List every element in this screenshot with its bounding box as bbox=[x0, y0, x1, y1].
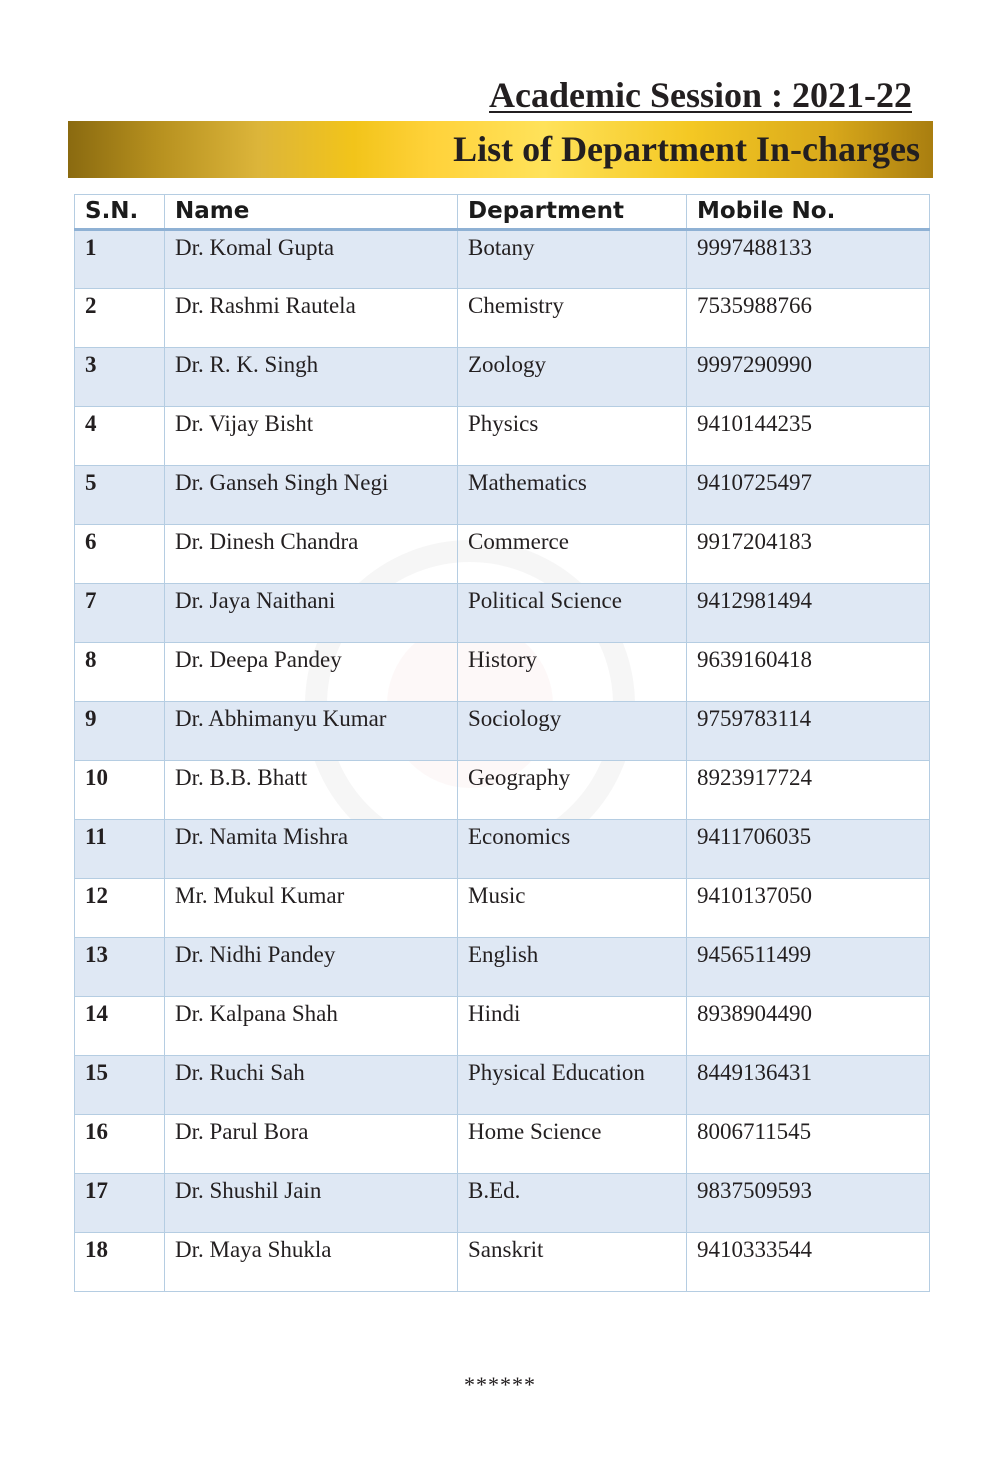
cell-serial-number: 12 bbox=[75, 879, 165, 938]
cell-department: History bbox=[458, 643, 687, 702]
cell-mobile: 9412981494 bbox=[687, 584, 930, 643]
cell-department: B.Ed. bbox=[458, 1174, 687, 1233]
cell-serial-number: 8 bbox=[75, 643, 165, 702]
cell-mobile: 8449136431 bbox=[687, 1056, 930, 1115]
cell-name: Dr. Ganseh Singh Negi bbox=[165, 466, 458, 525]
column-header-mobile: Mobile No. bbox=[687, 195, 930, 230]
cell-mobile: 8923917724 bbox=[687, 761, 930, 820]
cell-mobile: 9997488133 bbox=[687, 230, 930, 289]
cell-mobile: 9410144235 bbox=[687, 407, 930, 466]
table-header-row bbox=[75, 195, 930, 230]
academic-session-heading: Academic Session : 2021-22 bbox=[489, 75, 912, 115]
cell-department: Commerce bbox=[458, 525, 687, 584]
table-row bbox=[75, 1233, 930, 1292]
cell-name: Dr. Rashmi Rautela bbox=[165, 289, 458, 348]
column-header-department: Department bbox=[458, 195, 687, 230]
cell-mobile: 9759783114 bbox=[687, 702, 930, 761]
cell-serial-number: 16 bbox=[75, 1115, 165, 1174]
cell-department: Chemistry bbox=[458, 289, 687, 348]
table-row bbox=[75, 289, 930, 348]
cell-department: Music bbox=[458, 879, 687, 938]
department-incharges-table bbox=[74, 194, 930, 1292]
cell-name: Dr. Deepa Pandey bbox=[165, 643, 458, 702]
cell-department: English bbox=[458, 938, 687, 997]
table-row bbox=[75, 1115, 930, 1174]
cell-department: Home Science bbox=[458, 1115, 687, 1174]
cell-mobile: 9410333544 bbox=[687, 1233, 930, 1292]
cell-name: Dr. Namita Mishra bbox=[165, 820, 458, 879]
cell-department: Sociology bbox=[458, 702, 687, 761]
cell-department: Physical Education bbox=[458, 1056, 687, 1115]
cell-name: Dr. R. K. Singh bbox=[165, 348, 458, 407]
table-body bbox=[75, 230, 930, 1292]
table-row bbox=[75, 584, 930, 643]
cell-department: Economics bbox=[458, 820, 687, 879]
cell-mobile: 9410725497 bbox=[687, 466, 930, 525]
table-row bbox=[75, 348, 930, 407]
cell-mobile: 8006711545 bbox=[687, 1115, 930, 1174]
table-row bbox=[75, 1174, 930, 1233]
banner-title: List of Department In-charges bbox=[453, 129, 920, 169]
cell-department: Mathematics bbox=[458, 466, 687, 525]
cell-serial-number: 5 bbox=[75, 466, 165, 525]
table-row bbox=[75, 466, 930, 525]
cell-department: Hindi bbox=[458, 997, 687, 1056]
table-row bbox=[75, 525, 930, 584]
table-row bbox=[75, 1056, 930, 1115]
table-row bbox=[75, 407, 930, 466]
column-header-sn: S.N. bbox=[75, 195, 165, 230]
cell-name: Dr. Dinesh Chandra bbox=[165, 525, 458, 584]
cell-name: Dr. Maya Shukla bbox=[165, 1233, 458, 1292]
cell-serial-number: 4 bbox=[75, 407, 165, 466]
cell-mobile: 9411706035 bbox=[687, 820, 930, 879]
cell-serial-number: 15 bbox=[75, 1056, 165, 1115]
cell-mobile: 9639160418 bbox=[687, 643, 930, 702]
cell-serial-number: 2 bbox=[75, 289, 165, 348]
cell-serial-number: 13 bbox=[75, 938, 165, 997]
cell-name: Dr. Parul Bora bbox=[165, 1115, 458, 1174]
cell-serial-number: 1 bbox=[75, 230, 165, 289]
cell-mobile: 7535988766 bbox=[687, 289, 930, 348]
cell-name: Dr. Nidhi Pandey bbox=[165, 938, 458, 997]
table-row bbox=[75, 879, 930, 938]
cell-department: Zoology bbox=[458, 348, 687, 407]
cell-name: Dr. Vijay Bisht bbox=[165, 407, 458, 466]
cell-mobile: 9410137050 bbox=[687, 879, 930, 938]
cell-mobile: 9997290990 bbox=[687, 348, 930, 407]
cell-department: Political Science bbox=[458, 584, 687, 643]
cell-serial-number: 3 bbox=[75, 348, 165, 407]
table-row bbox=[75, 938, 930, 997]
cell-mobile: 8938904490 bbox=[687, 997, 930, 1056]
cell-department: Sanskrit bbox=[458, 1233, 687, 1292]
table-row bbox=[75, 643, 930, 702]
cell-name: Dr. Komal Gupta bbox=[165, 230, 458, 289]
cell-name: Dr. Shushil Jain bbox=[165, 1174, 458, 1233]
cell-department: Geography bbox=[458, 761, 687, 820]
table-row bbox=[75, 702, 930, 761]
cell-name: Dr. Abhimanyu Kumar bbox=[165, 702, 458, 761]
cell-serial-number: 17 bbox=[75, 1174, 165, 1233]
cell-name: Dr. Jaya Naithani bbox=[165, 584, 458, 643]
table-row bbox=[75, 761, 930, 820]
column-header-name: Name bbox=[165, 195, 458, 230]
cell-name: Dr. Ruchi Sah bbox=[165, 1056, 458, 1115]
footer-asterisks: ****** bbox=[464, 1372, 536, 1397]
cell-name: Mr. Mukul Kumar bbox=[165, 879, 458, 938]
cell-name: Dr. B.B. Bhatt bbox=[165, 761, 458, 820]
cell-serial-number: 14 bbox=[75, 997, 165, 1056]
cell-department: Physics bbox=[458, 407, 687, 466]
cell-serial-number: 6 bbox=[75, 525, 165, 584]
cell-name: Dr. Kalpana Shah bbox=[165, 997, 458, 1056]
table-row bbox=[75, 230, 930, 289]
cell-serial-number: 11 bbox=[75, 820, 165, 879]
cell-mobile: 9917204183 bbox=[687, 525, 930, 584]
cell-serial-number: 7 bbox=[75, 584, 165, 643]
cell-serial-number: 10 bbox=[75, 761, 165, 820]
cell-mobile: 9837509593 bbox=[687, 1174, 930, 1233]
table-row bbox=[75, 997, 930, 1056]
cell-serial-number: 18 bbox=[75, 1233, 165, 1292]
cell-serial-number: 9 bbox=[75, 702, 165, 761]
title-banner bbox=[68, 121, 933, 178]
cell-department: Botany bbox=[458, 230, 687, 289]
table-row bbox=[75, 820, 930, 879]
cell-mobile: 9456511499 bbox=[687, 938, 930, 997]
